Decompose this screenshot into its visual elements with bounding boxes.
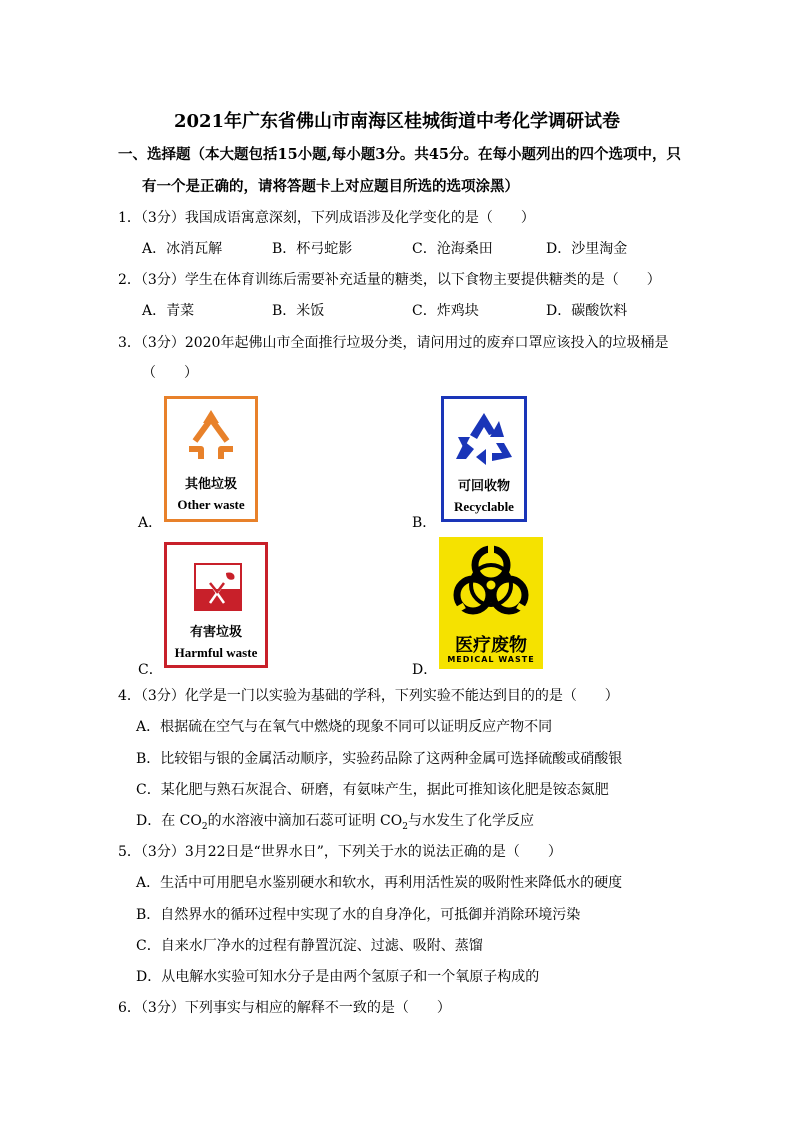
q4-d-pre: D．在 CO bbox=[136, 813, 202, 829]
q2-option-a: A．青菜 bbox=[142, 303, 195, 319]
q1-option-d: D．沙里淘金 bbox=[546, 241, 628, 257]
other-waste-cn: 其他垃圾 bbox=[184, 477, 237, 492]
other-waste-sign bbox=[164, 396, 258, 522]
other-waste-icon bbox=[167, 407, 255, 467]
exam-title: 2021年广东省佛山市南海区桂城街道中考化学调研试卷 bbox=[173, 111, 621, 132]
q4-option-a: A．根据硫在空气与在氧气中燃烧的现象不同可以证明反应产物不同 bbox=[136, 719, 553, 735]
recycle-icon bbox=[444, 407, 524, 471]
q4-option-b: B．比较铝与银的金属活动顺序，实验药品除了这两种金属可选择硫酸或硝酸银 bbox=[136, 751, 623, 767]
question-3-stem: 3．（3分）2020年起佛山市全面推行垃圾分类，请问用过的废弃口罩应该投入的垃圾桶是 bbox=[118, 335, 669, 351]
question-6-stem: 6．（3分）下列事实与相应的解释不一致的是（ ） bbox=[118, 1000, 451, 1016]
biohazard-icon bbox=[439, 539, 543, 631]
q4-option-c: C．某化肥与熟石灰混合、研磨，有氨味产生，据此可推知该化肥是铵态氮肥 bbox=[136, 782, 609, 798]
q4-d-post: 与水发生了化学反应 bbox=[407, 813, 534, 829]
q4-d-sub2: 2 bbox=[402, 821, 408, 832]
section-header-line1: 一、选择题（本大题包括15小题,每小题3分。共45分。在每小题列出的四个选项中，只 bbox=[118, 146, 681, 163]
q2-option-d: D．碳酸饮料 bbox=[546, 303, 628, 319]
medical-waste-cn: 医疗废物 bbox=[455, 635, 527, 656]
recyclable-cn: 可回收物 bbox=[457, 479, 510, 494]
q1-option-b: B．杯弓蛇影 bbox=[272, 241, 353, 257]
other-waste-en: Other waste bbox=[177, 497, 245, 512]
recyclable-sign bbox=[441, 396, 527, 522]
question-2-stem: 2．（3分）学生在体育训练后需要补充适量的糖类，以下食物主要提供糖类的是（ ） bbox=[118, 272, 661, 288]
harmful-waste-en: Harmful waste bbox=[174, 645, 258, 660]
q3-label-d: D． bbox=[412, 662, 438, 678]
harmful-waste-cn: 有害垃圾 bbox=[189, 625, 242, 640]
harmful-waste-icon bbox=[194, 563, 242, 611]
question-3-stem-paren: （ ） bbox=[142, 365, 198, 381]
q5-option-b: B．自然界水的循环过程中实现了水的自身净化，可抵御并消除环境污染 bbox=[136, 907, 581, 923]
question-5-stem: 5．（3分）3月22日是“世界水日”，下列关于水的说法正确的是（ ） bbox=[118, 844, 562, 860]
question-4-stem: 4．（3分）化学是一门以实验为基础的学科，下列实验不能达到目的的是（ ） bbox=[118, 688, 619, 704]
medical-waste-sign bbox=[439, 537, 543, 669]
q4-option-d bbox=[136, 810, 534, 832]
harmful-waste-sign bbox=[164, 542, 268, 668]
q3-label-b: B． bbox=[412, 515, 437, 531]
q4-d-mid: 的水溶液中滴加石蕊可证明 CO bbox=[207, 813, 403, 829]
q1-option-a: A．冰消瓦解 bbox=[142, 241, 223, 257]
q2-option-c: C．炸鸡块 bbox=[412, 303, 479, 319]
section-header-line2: 有一个是正确的，请将答题卡上对应题目所选的选项涂黑） bbox=[142, 178, 519, 195]
q3-label-c: C． bbox=[138, 662, 163, 678]
q1-option-c: C．沧海桑田 bbox=[412, 241, 493, 257]
q4-d-sub1: 2 bbox=[201, 821, 208, 832]
q2-option-b: B．米饭 bbox=[272, 303, 325, 319]
medical-waste-en: MEDICAL WASTE bbox=[447, 655, 535, 664]
q3-label-a: A． bbox=[138, 515, 163, 531]
question-1-stem: 1．（3分）我国成语寓意深刻，下列成语涉及化学变化的是（ ） bbox=[118, 210, 535, 226]
q5-option-c: C．自来水厂净水的过程有静置沉淀、过滤、吸附、蒸馏 bbox=[136, 938, 483, 954]
recyclable-en: Recyclable bbox=[454, 499, 514, 514]
q5-option-d: D．从电解水实验可知水分子是由两个氢原子和一个氧原子构成的 bbox=[136, 969, 540, 985]
q5-option-a: A．生活中可用肥皂水鉴别硬水和软水，再利用活性炭的吸附性来降低水的硬度 bbox=[136, 875, 623, 891]
